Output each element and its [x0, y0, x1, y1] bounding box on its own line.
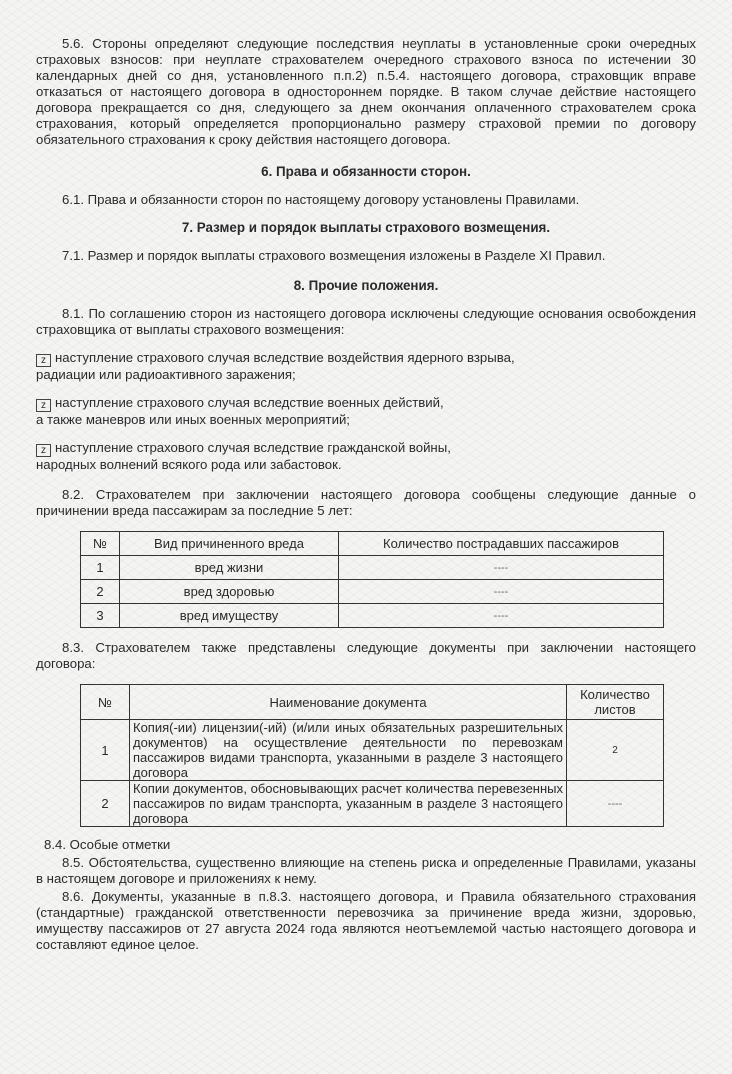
row-number: 3: [81, 604, 120, 628]
victim-count: ----: [339, 604, 664, 628]
row-number: 1: [81, 556, 120, 580]
section-7-heading: 7. Размер и порядок выплаты страхового возмещения.: [181, 220, 551, 235]
column-header: Наименование документа: [130, 685, 567, 720]
documents-table: [80, 684, 664, 827]
row-number: 2: [81, 580, 120, 604]
victim-count: ----: [339, 580, 664, 604]
checkbox[interactable]: z: [36, 444, 51, 457]
column-header: №: [81, 532, 120, 556]
checkbox[interactable]: z: [36, 399, 51, 412]
clause-8-5: 8.5. Обстоятельства, существенно влияющие на степень риска и определенные Правилами, указаны в настоящем договоре и приложениях к нему.: [36, 855, 696, 886]
exclusion-item: [36, 440, 696, 473]
clause-8-6: 8.6. Документы, указанные в п.8.3. настоящего договора, и Правила обязательного страхования (стандартные) гражданской ответственности перевозчика за причинение вреда жизни, здоровью, имуществу пассажиров от 27 августа 2024 года являются неотъемлемой частью настоящего договора и составляют единое целое.: [36, 889, 696, 952]
document-name: Копия(-ии) лицензии(-ий) (и/или иных обязательных разрешительных документов) на осуществление деятельности по перевозкам пассажиров видами транспорта, указанными в разделе 3 настоящего договора: [130, 720, 567, 781]
exclusion-line: наступление страхового случая вследствие воздействия ядерного взрыва,: [55, 350, 515, 365]
row-number: 1: [81, 720, 130, 781]
table-row: [81, 781, 664, 827]
column-header: Вид причиненного вреда: [120, 532, 339, 556]
table-row: [81, 556, 664, 580]
column-header: №: [81, 685, 130, 720]
exclusion-item: [36, 350, 696, 383]
table-header-row: [81, 532, 664, 556]
sheet-count: 2: [567, 720, 664, 781]
row-number: 2: [81, 781, 130, 827]
section-6-heading: 6. Права и обязанности сторон.: [261, 164, 471, 179]
clause-5-6: 5.6. Стороны определяют следующие последствия неуплаты в установленные сроки очередных страховых взносов: при неуплате страхователем очередного страхового взноса по истечении 30 календарных дней со дня, установленного п.п.2) п.5.4. настоящего договора, страховщик вправе отказаться от настоящего договора в одностороннем порядке. В таком случае действие настоящего договора прекращается со дня, следующего за днем окончания оплаченного страхователем срока страхования, который определяется пропорционально размеру страховой премии по договору обязательного страхования к сроку действия настоящего договора.: [36, 36, 696, 147]
clause-6-1: 6.1. Права и обязанности сторон по настоящему договору установлены Правилами.: [62, 192, 580, 207]
document-name: Копии документов, обосновывающих расчет количества перевезенных пассажиров по видам транспорта, указанным в разделе 3 настоящего договора: [130, 781, 567, 827]
clause-8-1: 8.1. По соглашению сторон из настоящего договора исключены следующие основания освобождения страховщика от выплаты страхового возмещения:: [36, 306, 696, 337]
clause-8-3: 8.3. Страхователем также представлены следующие документы при заключении настоящего договора:: [36, 640, 696, 671]
exclusion-line: наступление страхового случая вследствие военных действий,: [55, 395, 444, 410]
harm-type: вред имуществу: [120, 604, 339, 628]
exclusion-line: радиации или радиоактивного заражения;: [36, 367, 296, 382]
exclusion-line: народных волнений всякого рода или забастовок.: [36, 457, 342, 472]
table-row: [81, 580, 664, 604]
clause-8-4: 8.4. Особые отметки: [44, 837, 171, 852]
table-row: [81, 720, 664, 781]
column-header: Количество листов: [567, 685, 664, 720]
harm-type: вред жизни: [120, 556, 339, 580]
column-header: Количество пострадавших пассажиров: [339, 532, 664, 556]
exclusion-item: [36, 395, 696, 428]
harm-table: [80, 531, 664, 628]
sheet-count: ----: [567, 781, 664, 827]
harm-type: вред здоровью: [120, 580, 339, 604]
exclusion-line: а также маневров или иных военных мероприятий;: [36, 412, 350, 427]
clause-8-2: 8.2. Страхователем при заключении настоящего договора сообщены следующие данные о причинении вреда пассажирам за последние 5 лет:: [36, 487, 696, 518]
section-8-heading: 8. Прочие положения.: [293, 278, 439, 293]
clause-7-1: 7.1. Размер и порядок выплаты страхового возмещения изложены в Разделе XI Правил.: [62, 248, 606, 263]
victim-count: ----: [339, 556, 664, 580]
table-header-row: [81, 685, 664, 720]
exclusion-line: наступление страхового случая вследствие гражданской войны,: [55, 440, 451, 455]
checkbox[interactable]: z: [36, 354, 51, 367]
table-row: [81, 604, 664, 628]
